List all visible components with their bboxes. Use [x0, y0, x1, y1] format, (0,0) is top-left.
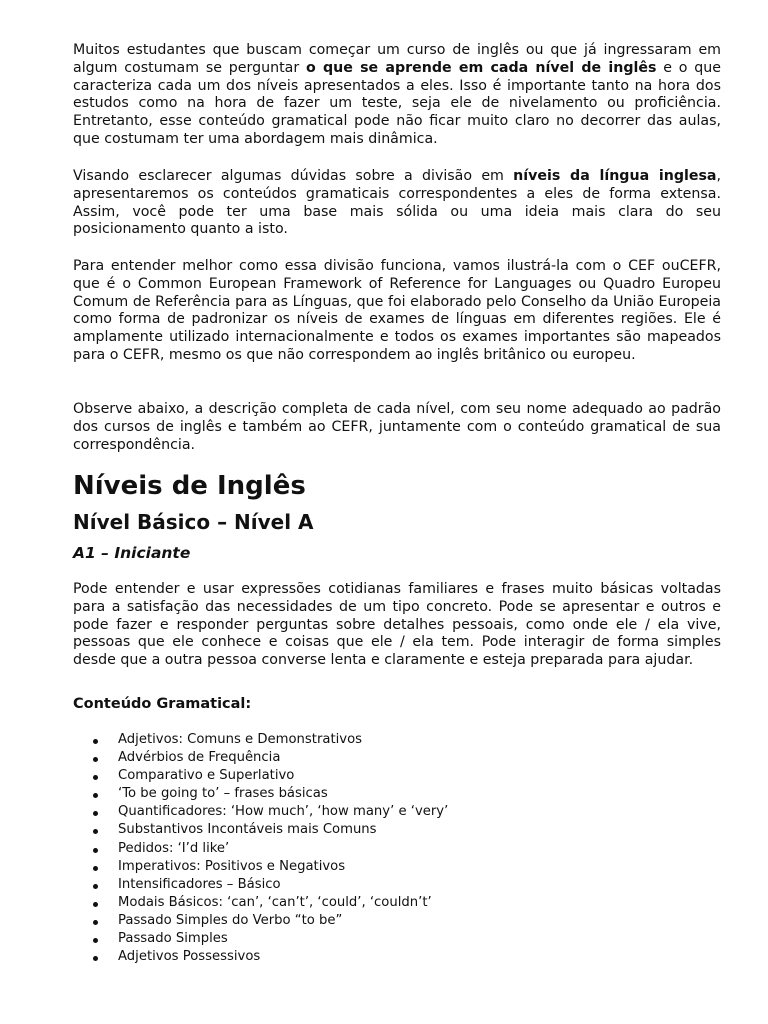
list-item: Substantivos Incontáveis mais Comuns	[73, 821, 693, 839]
intro-paragraph	[73, 42, 721, 149]
list-item: Quantificadores: ‘How much’, ‘how many’ e ‘very’	[73, 803, 693, 821]
clarify-bold-phrase: níveis da língua inglesa	[513, 168, 717, 184]
a1-description: Pode entender e usar expressões cotidianas familiares e frases muito básicas voltadas para a satisfação das necessidades de um tipo concreto. Pode se apresentar e outros e pode fazer e responder perguntas sobre detalhes pessoais, como onde ele / ela vive, pessoas que ele conhece e coisas que ele / ela tem. Pode interagir de forma simples desde que a outra pessoa converse lenta e claramente e esteja preparada para ajudar.	[73, 581, 721, 669]
list-item: Imperativos: Positivos e Negativos	[73, 858, 693, 876]
sublevel-heading: A1 – Iniciante	[73, 544, 191, 562]
list-item: Comparativo e Superlativo	[73, 767, 693, 785]
intro-text-1: Muitos estudantes que buscam começar um curso de inglês ou que já ingressaram em algum costumam se perguntar	[73, 42, 721, 76]
list-item: Intensificadores – Básico	[73, 876, 693, 894]
main-heading: Níveis de Inglês	[73, 471, 306, 501]
list-item: Modais Básicos: ‘can’, ‘can’t’, ‘could’, ‘couldn’t’	[73, 894, 693, 912]
clarify-text-2: , apresentaremos os conteúdos gramaticais correspondentes a eles de forma extensa. Assim, você pode ter uma base mais sólida ou uma ideia mais clara do seu posicionamento quanto a isto.	[73, 168, 721, 238]
list-item: Passado Simples	[73, 930, 693, 948]
intro-text-2: e o que caracteriza cada um dos níveis apresentados a eles. Isso é importante tanto na hora dos estudos como na hora de fazer um teste, seja ele de nivelamento ou proficiência. Entretanto, esse conteúdo gramatical pode não ficar muito claro no decorrer das aulas, que costumam ter uma abordagem mais dinâmica.	[73, 59, 721, 147]
list-item: Adjetivos: Comuns e Demonstrativos	[73, 731, 693, 749]
list-item: Pedidos: ‘I’d like’	[73, 840, 693, 858]
list-item: Advérbios de Frequência	[73, 749, 693, 767]
list-item: Passado Simples do Verbo “to be”	[73, 912, 693, 930]
grammar-list	[73, 731, 693, 966]
list-item: Adjetivos Possessivos	[73, 948, 693, 966]
level-heading: Nível Básico – Nível A	[73, 510, 314, 534]
observe-paragraph: Observe abaixo, a descrição completa de cada nível, com seu nome adequado ao padrão dos cursos de inglês e também ao CEFR, juntamente com o conteúdo gramatical de sua correspondência.	[73, 401, 721, 453]
intro-bold-phrase: o que se aprende em cada nível de inglês	[305, 59, 657, 76]
list-item: ‘To be going to’ – frases básicas	[73, 785, 693, 803]
cefr-paragraph: Para entender melhor como essa divisão funciona, vamos ilustrá-la com o CEF ouCEFR, que é o Common European Framework of Reference for Languages ou Quadro Europeu Comum de Referência para as Línguas, que foi elaborado pelo Conselho da União Europeia como forma de padronizar os níveis de exames de línguas em diferentes regiões. Ele é amplamente utilizado internacionalmente e todos os exames importantes são mapeados para o CEFR, mesmo os que não correspondem ao inglês britânico ou europeu.	[73, 258, 721, 363]
grammar-heading: Conteúdo Gramatical:	[73, 696, 252, 712]
clarify-text-1: Visando esclarecer algumas dúvidas sobre a divisão em	[73, 168, 514, 184]
clarify-paragraph	[73, 168, 721, 239]
